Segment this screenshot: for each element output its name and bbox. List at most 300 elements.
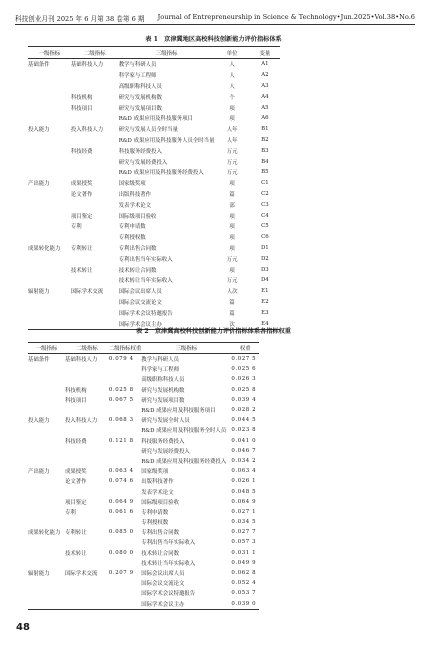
table-cell [109, 364, 141, 374]
table-cell: 专利转让 [64, 530, 87, 537]
table-cell [109, 374, 141, 384]
table-cell: B2 [261, 136, 269, 143]
table-row [28, 199, 280, 210]
table-cell: 专利 [70, 224, 82, 231]
table-cell: 科技项目 [64, 397, 87, 404]
table-row [28, 548, 259, 558]
table-cell [28, 517, 65, 527]
table-cell [109, 537, 141, 547]
table2-header-row [28, 343, 259, 354]
table-cell [28, 364, 65, 374]
table-row [28, 243, 280, 254]
table-cell: 高级职称科技人员 [118, 83, 162, 90]
table-cell: 技术转让合同数 [118, 267, 157, 274]
table-cell: 0.026 3 [231, 376, 257, 383]
table1 [28, 46, 280, 330]
table-cell [28, 264, 71, 275]
table-cell: 国际学术会议特邀报告 [118, 310, 173, 317]
table-cell: D4 [260, 277, 269, 284]
table-cell [65, 486, 109, 496]
table-cell: 0.039 0 [231, 600, 257, 607]
table-row [28, 297, 280, 308]
table-cell: 项 [229, 213, 235, 220]
table-cell: 科学家与工程师 [118, 73, 157, 80]
table-cell: 0.074 6 [108, 478, 134, 485]
table-row [28, 221, 280, 232]
table-cell: 专利申请数 [141, 509, 169, 516]
header-journal-cn: 科技创业月刊 2025 年 6 月第 38 卷第 6 期 [15, 15, 145, 23]
table-cell: 成果转化能力 [28, 245, 61, 252]
table-cell: 科技机构 [64, 387, 87, 394]
table-cell [28, 446, 65, 456]
table-row [28, 486, 259, 496]
table-cell [71, 167, 119, 178]
table-row [28, 476, 259, 486]
table-cell: R&D 成果应用及科技服务全时人员 [141, 428, 227, 435]
table-row [28, 275, 280, 286]
table-row [28, 599, 259, 610]
header-journal-en: Journal of Entrepreneurship in Science & Technology•Jun.2025•Vol.38•No.6 [157, 13, 415, 21]
table-cell: 0.053 7 [231, 590, 257, 597]
table-cell: 科技机构 [70, 94, 93, 101]
table-cell: 0.027 1 [231, 508, 257, 515]
table-cell: R&D 成果应用及科技服务经费投入 [118, 170, 204, 177]
table-row [28, 374, 259, 384]
table-row [28, 436, 259, 446]
table-cell [109, 405, 141, 415]
table-cell [28, 599, 65, 610]
table-cell: B5 [261, 169, 269, 176]
table-row [28, 588, 259, 598]
table-cell [109, 446, 141, 456]
table-cell: R&D 成果应用及科技服务经费投入 [141, 458, 227, 465]
table-row [28, 135, 280, 146]
table-cell: 专利 [64, 509, 76, 516]
table-cell: 研究与发展机构数 [118, 94, 162, 101]
table-cell: 0.080 0 [108, 549, 134, 556]
table-cell: 项 [229, 235, 235, 242]
table-cell [65, 425, 109, 435]
table-cell: 辐射能力 [28, 289, 50, 296]
table-cell: 研究与发展经费投入 [118, 159, 168, 166]
table-cell: 人年 [226, 137, 238, 144]
table-cell: 国家级奖项 [118, 181, 146, 188]
table-cell [71, 81, 119, 92]
table-cell [28, 558, 65, 568]
table-cell: 人年 [226, 127, 238, 134]
table-cell: 国际学术交流 [64, 571, 98, 578]
table-cell: 科技经费 [64, 438, 87, 445]
table-cell: 0.079 4 [108, 356, 134, 363]
table-cell: 技术转让 [64, 550, 87, 557]
table-cell: 人次 [226, 289, 238, 296]
table-cell: 专利申请数 [118, 224, 146, 231]
table-cell: A1 [261, 61, 269, 68]
table-cell: C6 [261, 234, 269, 241]
page-number: 48 [16, 622, 30, 633]
table-cell: E3 [261, 309, 269, 316]
table-cell: 项 [229, 181, 235, 188]
table2-header-cell: 一级指标 [35, 346, 58, 352]
table-cell [28, 199, 71, 210]
table-cell: 科学家与工程师 [141, 367, 179, 374]
table-cell: A6 [261, 115, 269, 122]
table-cell [28, 156, 71, 167]
table2-header-cell: 权重 [239, 346, 251, 352]
table-cell: 0.025 6 [231, 366, 257, 373]
table-row [28, 113, 280, 124]
table-cell [28, 395, 65, 405]
table-row [28, 232, 280, 243]
table-cell: 专利出售合同数 [141, 530, 179, 537]
table-cell [28, 497, 65, 507]
table-cell: 成果授奖 [64, 469, 87, 476]
table-cell: 0.026 1 [231, 478, 257, 485]
table-cell: 0.052 4 [231, 580, 257, 587]
table-cell [28, 221, 71, 232]
table-cell [28, 537, 65, 547]
table-row [28, 456, 259, 466]
table-cell: C3 [261, 201, 269, 208]
table-row [28, 354, 259, 365]
table-cell: 国际会议出席人员 [118, 289, 162, 296]
table-cell: R&D 成果应用及科技服务项目 [141, 408, 216, 415]
table-cell: 出版科技著作 [118, 191, 152, 198]
table-cell [71, 156, 119, 167]
table-row [28, 70, 280, 81]
table-cell: 发表学术论文 [118, 202, 152, 209]
table-cell: 专利出售当年实际收入 [118, 256, 173, 263]
table-cell: 0.025 8 [231, 386, 257, 393]
table-cell: 研究与发展项目数 [141, 397, 185, 404]
table-cell [71, 135, 119, 146]
table-cell: 项 [229, 105, 235, 112]
table-cell [28, 81, 71, 92]
table-cell: 万元 [226, 278, 238, 285]
table-cell: A4 [261, 93, 269, 100]
table-cell: 0.063 4 [231, 468, 257, 475]
table-cell: 0.121 8 [108, 437, 134, 444]
table-cell: 0.039 4 [231, 396, 257, 403]
table-cell: 项目鉴定 [70, 213, 93, 220]
table-cell [71, 70, 119, 81]
table-cell: 项 [229, 267, 235, 274]
table-cell: 篇 [229, 310, 235, 317]
table-cell: 国际学术会议主办 [141, 601, 185, 608]
table-row [28, 91, 280, 102]
table-cell: 技术转让合同数 [141, 550, 179, 557]
table-cell [28, 486, 65, 496]
table1-header-cell: 一级指标 [38, 50, 61, 57]
table-cell: 0.057 3 [231, 539, 257, 546]
table-cell: 个 [229, 94, 235, 101]
table-cell: 基础科技人力 [64, 357, 98, 364]
table1-header-cell: 变量 [259, 50, 271, 57]
table-cell: 产出能力 [28, 181, 50, 188]
table-cell: 篇 [229, 299, 235, 306]
table-cell [71, 113, 119, 124]
table-cell: 万元 [226, 148, 238, 155]
table-cell [28, 456, 65, 466]
table-cell [28, 135, 71, 146]
table-cell: 技术转让 [70, 267, 93, 274]
table-cell: 人 [229, 83, 235, 90]
table-cell: E1 [261, 288, 269, 295]
table-cell [65, 446, 109, 456]
table-row [28, 507, 259, 517]
table-cell [28, 102, 71, 113]
table-cell: 0.067 5 [108, 396, 134, 403]
table-cell [28, 307, 71, 318]
table-cell: 0.034 2 [231, 457, 257, 464]
table-row [28, 466, 259, 476]
table-cell: E2 [261, 298, 269, 305]
table-cell: 国际会议交流论文 [118, 299, 162, 306]
table-row [28, 178, 280, 189]
table-cell: 教学与科研人员 [141, 357, 179, 364]
table-cell: 论文著作 [64, 479, 87, 486]
table-row [28, 364, 259, 374]
table-cell [28, 548, 65, 558]
table-cell: 国际会议交流论文 [141, 581, 185, 588]
table-row [28, 395, 259, 405]
table-cell: 产出能力 [28, 469, 50, 476]
table-cell [109, 558, 141, 568]
table2 [28, 342, 259, 610]
table-cell [65, 588, 109, 598]
table-cell: 教学与科研人员 [118, 62, 157, 69]
table-cell [109, 425, 141, 435]
table-cell: 辐射能力 [28, 571, 50, 578]
table-cell [28, 232, 71, 243]
table-cell: 投入科技人力 [64, 418, 98, 425]
table-cell [71, 199, 119, 210]
table-cell [28, 578, 65, 588]
table-cell [28, 91, 71, 102]
table-cell: 投入科技人力 [70, 127, 104, 134]
table-row [28, 537, 259, 547]
table-cell: 万元 [226, 256, 238, 263]
table-row [28, 385, 259, 395]
table-cell: 人 [229, 62, 235, 69]
table2-body [28, 354, 259, 610]
table-cell: 0.044 5 [231, 417, 257, 424]
table-cell: 篇 [229, 191, 235, 198]
table-cell: 0.085 0 [108, 529, 134, 536]
table-cell: C4 [261, 212, 269, 219]
table-cell [65, 456, 109, 466]
table-cell: 科技服务经费投入 [141, 438, 185, 445]
table-row [28, 307, 280, 318]
table-cell: 项目鉴定 [64, 499, 87, 506]
table-cell [28, 507, 65, 517]
table-cell: 0.061 6 [108, 508, 134, 515]
table2-header-cell: 二级指标权重 [108, 346, 142, 352]
table-cell [109, 456, 141, 466]
table-cell: 0.068 3 [108, 417, 134, 424]
table2-header-cell: 三级指标 [175, 346, 198, 352]
table-row [28, 558, 259, 568]
table-cell: 0.049 9 [231, 559, 257, 566]
table-cell [28, 189, 71, 200]
table-cell: D1 [260, 244, 269, 251]
table-cell [28, 385, 65, 395]
table-cell: 0.048 5 [231, 488, 257, 495]
table-cell: 科技经费 [70, 148, 93, 155]
table-cell [28, 253, 71, 264]
table-cell [65, 537, 109, 547]
table-row [28, 425, 259, 435]
table-row [28, 81, 280, 92]
table-row [28, 286, 280, 297]
table-cell [71, 232, 119, 243]
table-row [28, 124, 280, 135]
table-cell: 0.027 7 [231, 529, 257, 536]
table-cell: 基础条件 [28, 357, 50, 364]
table-cell: 0.025 8 [108, 386, 134, 393]
table-row [28, 415, 259, 425]
table-cell: 0.041 0 [231, 437, 257, 444]
table-cell: A5 [261, 104, 269, 111]
table-row [28, 253, 280, 264]
table-cell [65, 599, 109, 610]
table-row [28, 446, 259, 456]
table-cell: 研究与发展全时人员 [141, 418, 190, 425]
table-cell: C5 [261, 223, 269, 230]
table-cell: E4 [261, 320, 269, 327]
table-cell [109, 599, 141, 610]
table-row [28, 59, 280, 70]
table-cell: 专利转让 [70, 245, 93, 252]
table-cell: 国际学术交流 [70, 289, 104, 296]
table1-header-cell: 单位 [226, 50, 238, 57]
table-cell: B1 [261, 126, 269, 133]
table1-header-cell: 二级指标 [83, 50, 106, 57]
table-cell: 论文著作 [70, 191, 93, 198]
table-cell [28, 374, 65, 384]
table-cell [109, 486, 141, 496]
table-cell: 国际学术会议主办 [118, 321, 162, 328]
table-cell: 0.064 9 [231, 498, 257, 505]
table-cell: 发表学术论文 [141, 489, 174, 496]
table-cell: 国际级项目验收 [141, 499, 179, 506]
table-cell: 成果授奖 [70, 181, 93, 188]
table-cell: 次 [229, 321, 235, 328]
table-cell: 项 [229, 116, 235, 123]
table-cell: 研究与发展机构数 [141, 387, 185, 394]
table-cell: 投入能力 [28, 127, 50, 134]
table-cell: 0.062 8 [231, 570, 257, 577]
table-cell: 部 [229, 202, 235, 209]
table-row [28, 102, 280, 113]
table-cell [28, 588, 65, 598]
table-cell [28, 297, 71, 308]
table-cell: 投入能力 [28, 418, 50, 425]
table-cell: 万元 [226, 159, 238, 166]
table-cell [65, 558, 109, 568]
table-cell: A2 [261, 72, 269, 79]
table-cell: 成果转化能力 [28, 530, 61, 537]
table-cell: D3 [260, 266, 269, 273]
table-row [28, 568, 259, 578]
table1-header-cell: 三级指标 [155, 50, 178, 57]
table-cell: D2 [260, 255, 269, 262]
table-cell: 基础条件 [28, 62, 50, 69]
table-cell [65, 405, 109, 415]
table-cell: 0.028 2 [231, 407, 257, 414]
table-cell [109, 588, 141, 598]
table-cell [28, 476, 65, 486]
table-cell: 0.023 8 [231, 427, 257, 434]
table-cell: 0.031 1 [231, 549, 257, 556]
table-cell [28, 113, 71, 124]
table-cell: B3 [261, 147, 269, 154]
table-row [28, 189, 280, 200]
table-cell [28, 275, 71, 286]
table-row [28, 527, 259, 537]
table-cell: 专利出售合同数 [118, 245, 157, 252]
table-cell: 国际级项目验收 [118, 213, 157, 220]
table-cell [28, 436, 65, 446]
table-cell: 0.027 5 [231, 356, 257, 363]
table-row [28, 497, 259, 507]
table-cell: 国际学术会议特邀报告 [141, 591, 196, 598]
table-cell: 0.207 9 [108, 570, 134, 577]
table-cell: 研究与发展经费投入 [141, 448, 190, 455]
table-cell [71, 307, 119, 318]
table-cell: 国家级奖项 [141, 469, 169, 476]
table-cell: A3 [261, 82, 269, 89]
table-cell [109, 517, 141, 527]
table-cell: 0.046 7 [231, 447, 257, 454]
table-row [28, 210, 280, 221]
table-cell [28, 425, 65, 435]
table-cell [28, 70, 71, 81]
table-cell: 国际会议出席人员 [141, 571, 185, 578]
table-cell [65, 374, 109, 384]
table2-header-cell: 二级指标 [76, 346, 98, 352]
table-row [28, 145, 280, 156]
table-cell: R&D 成果应用及科技服务人员全时当量 [118, 137, 215, 144]
table-cell: 研究与发展人员全时当量 [118, 127, 179, 134]
table-cell: B4 [261, 158, 269, 165]
table-cell [71, 275, 119, 286]
table-cell [28, 405, 65, 415]
table-cell: 基础科技人力 [70, 62, 104, 69]
table-cell: 0.064 9 [108, 498, 134, 505]
table-row [28, 167, 280, 178]
table-cell: 项 [229, 245, 235, 252]
table-cell: R&D 成果应用及科技服务项目 [118, 116, 193, 123]
table-cell: 专利授权数 [141, 520, 169, 527]
table1-body [28, 59, 280, 330]
table-cell [28, 145, 71, 156]
table-cell [28, 210, 71, 221]
table-row [28, 517, 259, 527]
table-cell: 技术转让当年实际收入 [118, 278, 173, 285]
table-row [28, 578, 259, 588]
table-cell: 专利授权数 [118, 235, 146, 242]
table-cell: 科技项目 [70, 105, 93, 112]
table-cell [71, 253, 119, 264]
table1-caption: 表 1 京津冀地区高校科技创新能力评价指标体系 [145, 36, 282, 43]
table-cell [65, 364, 109, 374]
running-header [15, 13, 415, 23]
table-cell: 技术转让当年实际收入 [141, 560, 196, 567]
table-cell: 0.034 5 [231, 519, 257, 526]
table-cell [65, 517, 109, 527]
table-cell: 科技服务经费投入 [118, 148, 162, 155]
